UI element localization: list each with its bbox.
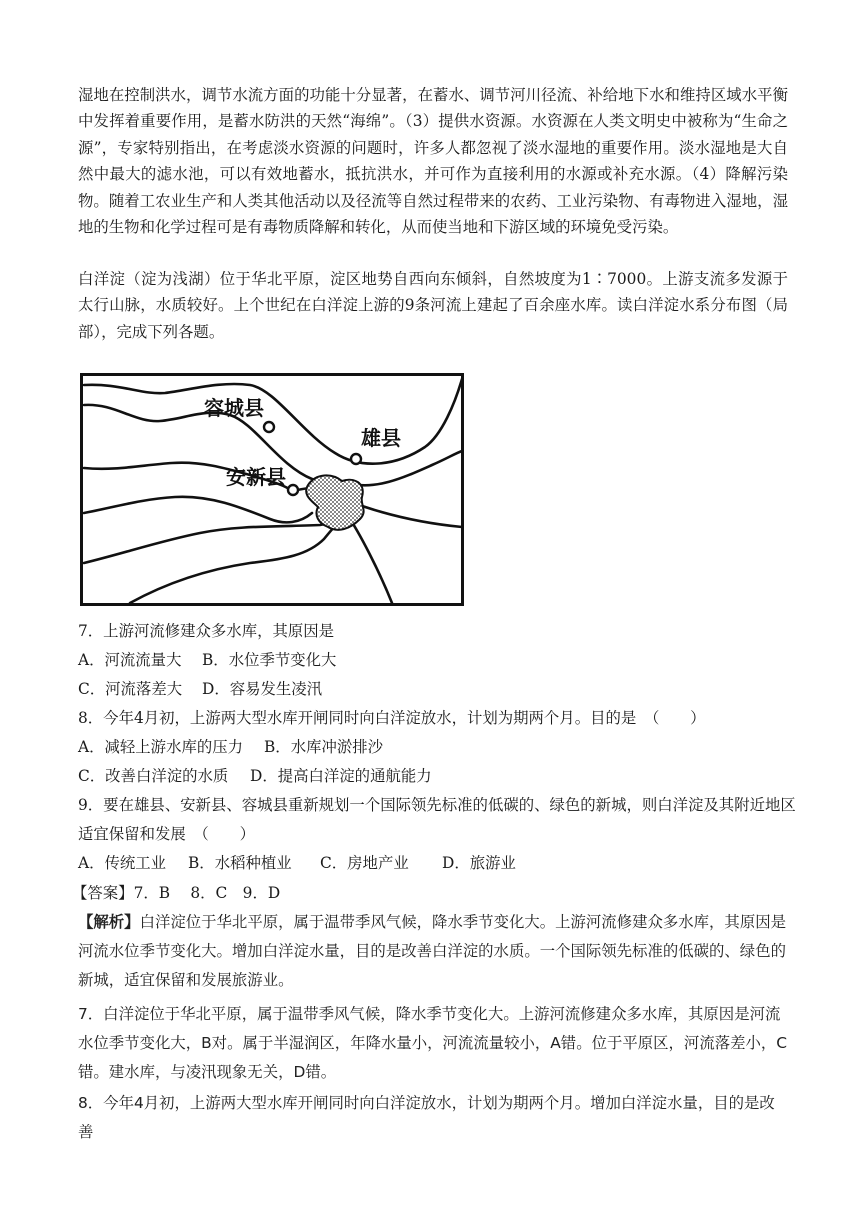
q7-options-row1 [78,647,336,673]
q7-options-row2 [78,676,322,702]
xiongxian-county-marker [351,454,361,464]
rongcheng-county-marker [264,422,274,432]
q7-option-b[interactable]: B．水位季节变化大 [202,651,337,669]
intro-paragraph: 湿地在控制洪水，调节水流方面的功能十分显著，在蓄水、调节河川径流、补给地下水和维持区域水平衡中发挥着重要作用，是蓄水防洪的天然“海绵”。（3）提供水资源。水资源在人类文明史中被称为“生命之源”，专家特别指出，在考虑淡水资源的问题时，许多人都忽视了淡水湿地的重要作用。淡水湿地是大自然中最大的滤水池，可以有效地蓄水，抵抗洪水，并可作为直接利用的水源或补充水源。（4）降解污染物。随着工农业生产和人类其他活动以及径流等自然过程带来的农药、工业污染物、有毒物进入湿地，湿地的生物和化学过程可是有毒物质降解和转化，从而使当地和下游区域的环境免受污染。 [78,86,788,237]
q8-options-row1 [78,734,383,760]
q9-option-a[interactable]: A．传统工业 [78,854,167,872]
q9-options [78,850,516,876]
q7-stem: 7．上游河流修建众多水库，其原因是 [78,622,335,640]
rongcheng-county-label: 容城县 [204,396,264,420]
baiyangdian-water-system-map [80,373,464,606]
map-frame [82,375,463,605]
q9-stem-line2: 适宜保留和发展 （ ） [78,825,255,843]
anxin-county-marker [288,485,298,495]
anxin-county-label: 安新县 [226,465,286,489]
q9-option-c[interactable]: C．房地产业 [320,854,409,872]
q8-stem: 8．今年4月初，上游两大型水库开闸同时向白洋淀放水，计划为期两个月。目的是 （ ） [78,709,706,727]
q8-option-c[interactable]: C．改善白洋淀的水质 [78,767,229,785]
q8-option-d[interactable]: D．提高白洋淀的通航能力 [250,767,432,785]
q9-option-d[interactable]: D．旅游业 [442,854,516,872]
q7-option-d[interactable]: D．容易发生凌汛 [202,680,323,698]
q9-option-b[interactable]: B．水稻种植业 [188,854,292,872]
q7-option-a[interactable]: A．河流流量大 [78,651,182,669]
q8-options-row2 [78,763,432,789]
analysis-q8: 8．今年4月初，上游两大型水库开闸同时向白洋淀放水，计划为期两个月。增加白洋淀水量，目的是改善 [78,1094,775,1141]
analysis-q7: 7．白洋淀位于华北平原，属于温带季风气候，降水季节变化大。上游河流修建众多水库，其原因是河流水位季节变化大，B对。属于半湿润区，年降水量小，河流流量较小，A错。位于平原区，河流落差小，C错。建水库，与凌汛现象无关，D错。 [78,1005,788,1081]
q7-option-c[interactable]: C．河流落差大 [78,680,183,698]
analysis-summary [78,908,790,995]
context-paragraph: 白洋淀（淀为浅湖）位于华北平原，淀区地势自西向东倾斜，自然坡度为1∶7000。上游支流多发源于太行山脉，水质较好。上个世纪在白洋淀上游的9条河流上建起了百余座水库。读白洋淀水系分布图（局部），完成下列各题。 [78,270,788,341]
answer-line: 【答案】7．B 8．C 9．D [72,884,281,902]
analysis-heading: 【解析】 [78,913,140,931]
q8-option-a[interactable]: A．减轻上游水库的压力 [78,738,244,756]
xiongxian-county-label: 雄县 [361,426,401,450]
analysis-summary-text: 白洋淀位于华北平原，属于温带季风气候，降水季节变化大。上游河流修建众多水库，其原因是河流水位季节变化大。增加白洋淀水量，目的是改善白洋淀的水质。一个国际领先标准的低碳的、绿色的新城，适宜保留和发展旅游业。 [78,913,786,989]
q8-option-b[interactable]: B．水库冲淤排沙 [264,738,384,756]
q9-stem-line1: 9．要在雄县、安新县、容城县重新规划一个国际领先标准的低碳的、绿色的新城，则白洋淀及其附近地区 [78,796,796,814]
